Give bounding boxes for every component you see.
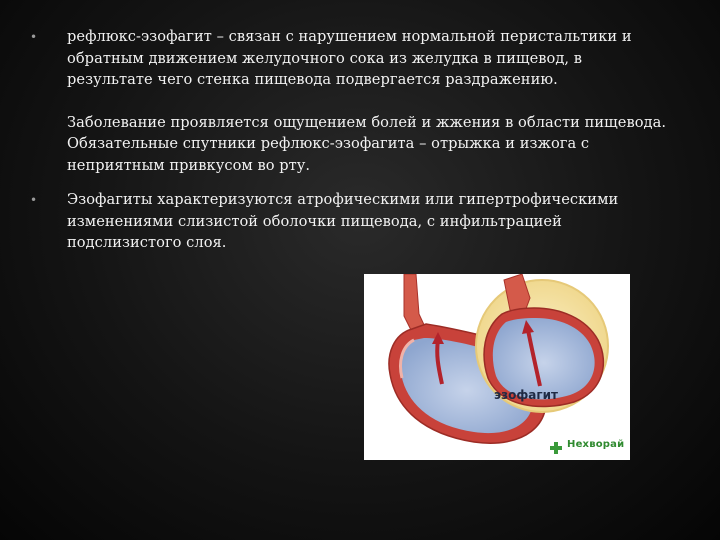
stomach-diagram: [364, 274, 630, 460]
site-logo: Нехворай: [567, 439, 625, 450]
bullet-item: [30, 189, 670, 254]
green-cross-icon: [550, 442, 562, 454]
bullet-paragraph: рефлюкс-эзофагит – связан с нарушением нормальной перистальтики и обратным движением желудочного сока из желудка в пищевод, в результате чего стенка пищевода подвергается раздражению.: [67, 28, 632, 88]
bullet-list: [30, 26, 670, 267]
figure-label: эзофагит: [494, 388, 558, 402]
esophagitis-illustration: [364, 274, 630, 460]
bullet-marker: •: [30, 193, 38, 207]
bullet-marker: •: [30, 30, 38, 44]
esophagus-shape: [404, 274, 426, 332]
bullet-paragraph: Заболевание проявляется ощущением болей и жжения в области пищевода. Обязательные спутники рефлюкс-эзофагита – отрыжка и изжога с неприятным привкусом во рту.: [67, 113, 667, 174]
bullet-paragraph: Эзофагиты характеризуются атрофическими или гипертрофическими изменениями слизистой оболочки пищевода, с инфильтрацией подслизистого слоя.: [67, 191, 619, 251]
bullet-item: [30, 26, 670, 176]
